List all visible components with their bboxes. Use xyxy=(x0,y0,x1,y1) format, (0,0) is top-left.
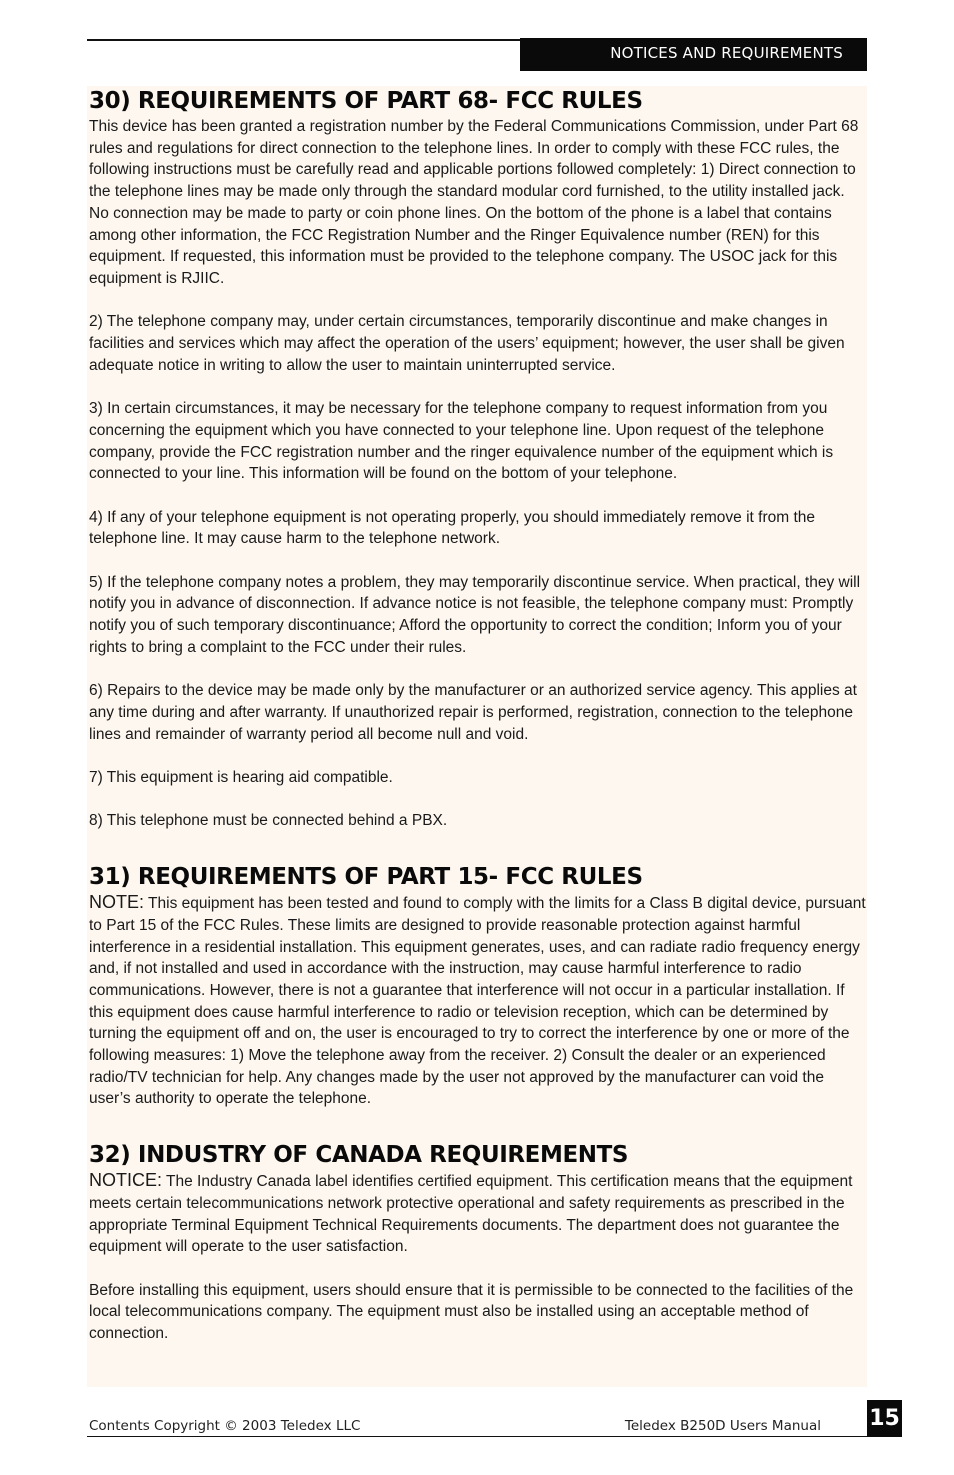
section-30-paragraph: 7) This equipment is hearing aid compatible. xyxy=(89,769,393,786)
section-30-paragraph: 3) In certain circumstances, it may be necessary for the telephone company to request information from you concerning the equipment which you have connected to your telephone line. Upon request of the telephone company, provide the FCC registration number and the ringer equivalence number of the equipment which is connected to your line. This information will be found on the bottom of your telephone. xyxy=(89,400,834,483)
section-30-paragraph: 6) Repairs to the device may be made only by the manufacturer or an authorized service agency. This applies at any time during and after warranty. If unauthorized repair is performed, registration, connection to the telephone lines and remainder of warranty period all become null and void. xyxy=(89,682,857,743)
section-31-text: This equipment has been tested and found to comply with the limits for a Class B digital device, pursuant to Part 15 of the FCC Rules. These limits are designed to provide reasonable protection against harmful interference in a residential installation. This equipment generates, uses, and can radiate radio frequency energy and, if not installed and used in accordance with the instruction, may cause harmful interference to radio communications. However, there is not a guarantee that interference will not occur in a particular installation. If this equipment does cause harmful interference to radio or television reception, which can be determined by turning the equipment off and on, the user is encouraged to try to correct the interference by one or more of the following measures: 1) Move the telephone away from the receiver. 2) Consult the dealer or an experienced radio/TV technician for help. Any changes made by the user not approved by the manufacturer can void the user’s authority to operate the telephone. xyxy=(89,895,866,1108)
header-rule xyxy=(87,39,520,41)
section-30-paragraph: 5) If the telephone company notes a problem, they may temporarily discontinue service. When practical, they will notify you in advance of disconnection. If advance notice is not feasible, the telephone company must: Promptly notify you of such temporary discontinuance; Afford the opportunity to correct the condition; Inform you of your rights to bring a complaint to the FCC under their rules. xyxy=(89,573,861,656)
section-31-title: 31) REQUIREMENTS OF PART 15- FCC RULES xyxy=(89,864,643,891)
section-30-paragraph: 2) The telephone company may, under certain circumstances, temporarily discontinue and make changes in facilities and services which may affect the operation of the users’ equipment; however, the user shall be given adequate notice in writing to allow the user to maintain uninterrupted service. xyxy=(89,313,845,374)
section-30-title: 30) REQUIREMENTS OF PART 68- FCC RULES xyxy=(89,88,643,114)
section-32-paragraph xyxy=(89,1170,867,1258)
section-label: NOTICES AND REQUIREMENTS xyxy=(610,44,843,62)
section-30-paragraph: 8) This telephone must be connected behind a PBX. xyxy=(89,812,448,830)
note-label: NOTE: xyxy=(89,892,145,913)
section-30-paragraph: This device has been granted a registration number by the Federal Communications Commission, under Part 68 rules and regulations for direct connection to the telephone lines. In order to comply with these FCC rules, the following instructions must be carefully read and applicable portions followed completely: 1) Direct connection to the telephone lines may be made only through the standard modular cord furnished, to the utility installed jack. No connection may be made to party or coin phone lines. On the bottom of the phone is a label that contains among other information, the FCC Registration Number and the Ringer Equivalence number (REN) for this equipment. If requested, this information must be provided to the telephone company. The USOC jack for this equipment is RJIIC. xyxy=(89,118,859,287)
section-32-paragraph: Before installing this equipment, users should ensure that it is permissible to be connected to the facilities of the local telecommunications company. The equipment must also be installed using an acceptable method of connection. xyxy=(89,1281,854,1343)
footer-rule xyxy=(87,1436,867,1437)
section-32-title: 32) INDUSTRY OF CANADA REQUIREMENTS xyxy=(89,1142,629,1169)
footer-manual-title: Teledex B250D Users Manual xyxy=(624,1418,821,1434)
page-number: 15 xyxy=(867,1400,902,1437)
section-30-paragraph: 4) If any of your telephone equipment is not operating properly, you should immediately remove it from the telephone line. It may cause harm to the telephone network. xyxy=(89,508,816,548)
section-31-paragraph xyxy=(89,892,867,1110)
page-content xyxy=(89,86,867,1366)
notice-label: NOTICE: xyxy=(89,1170,163,1191)
section-header-bar xyxy=(520,38,867,71)
footer-copyright: Contents Copyright © 2003 Teledex LLC xyxy=(89,1418,361,1434)
section-32-text: The Industry Canada label identifies certified equipment. This certification means that the equipment meets certain telecommunications network protective operational and safety requirements as prescribed in the appropriate Terminal Equipment Technical Requirements documents. The department does not guarantee the equipment will operate to the user satisfaction. xyxy=(89,1173,853,1256)
